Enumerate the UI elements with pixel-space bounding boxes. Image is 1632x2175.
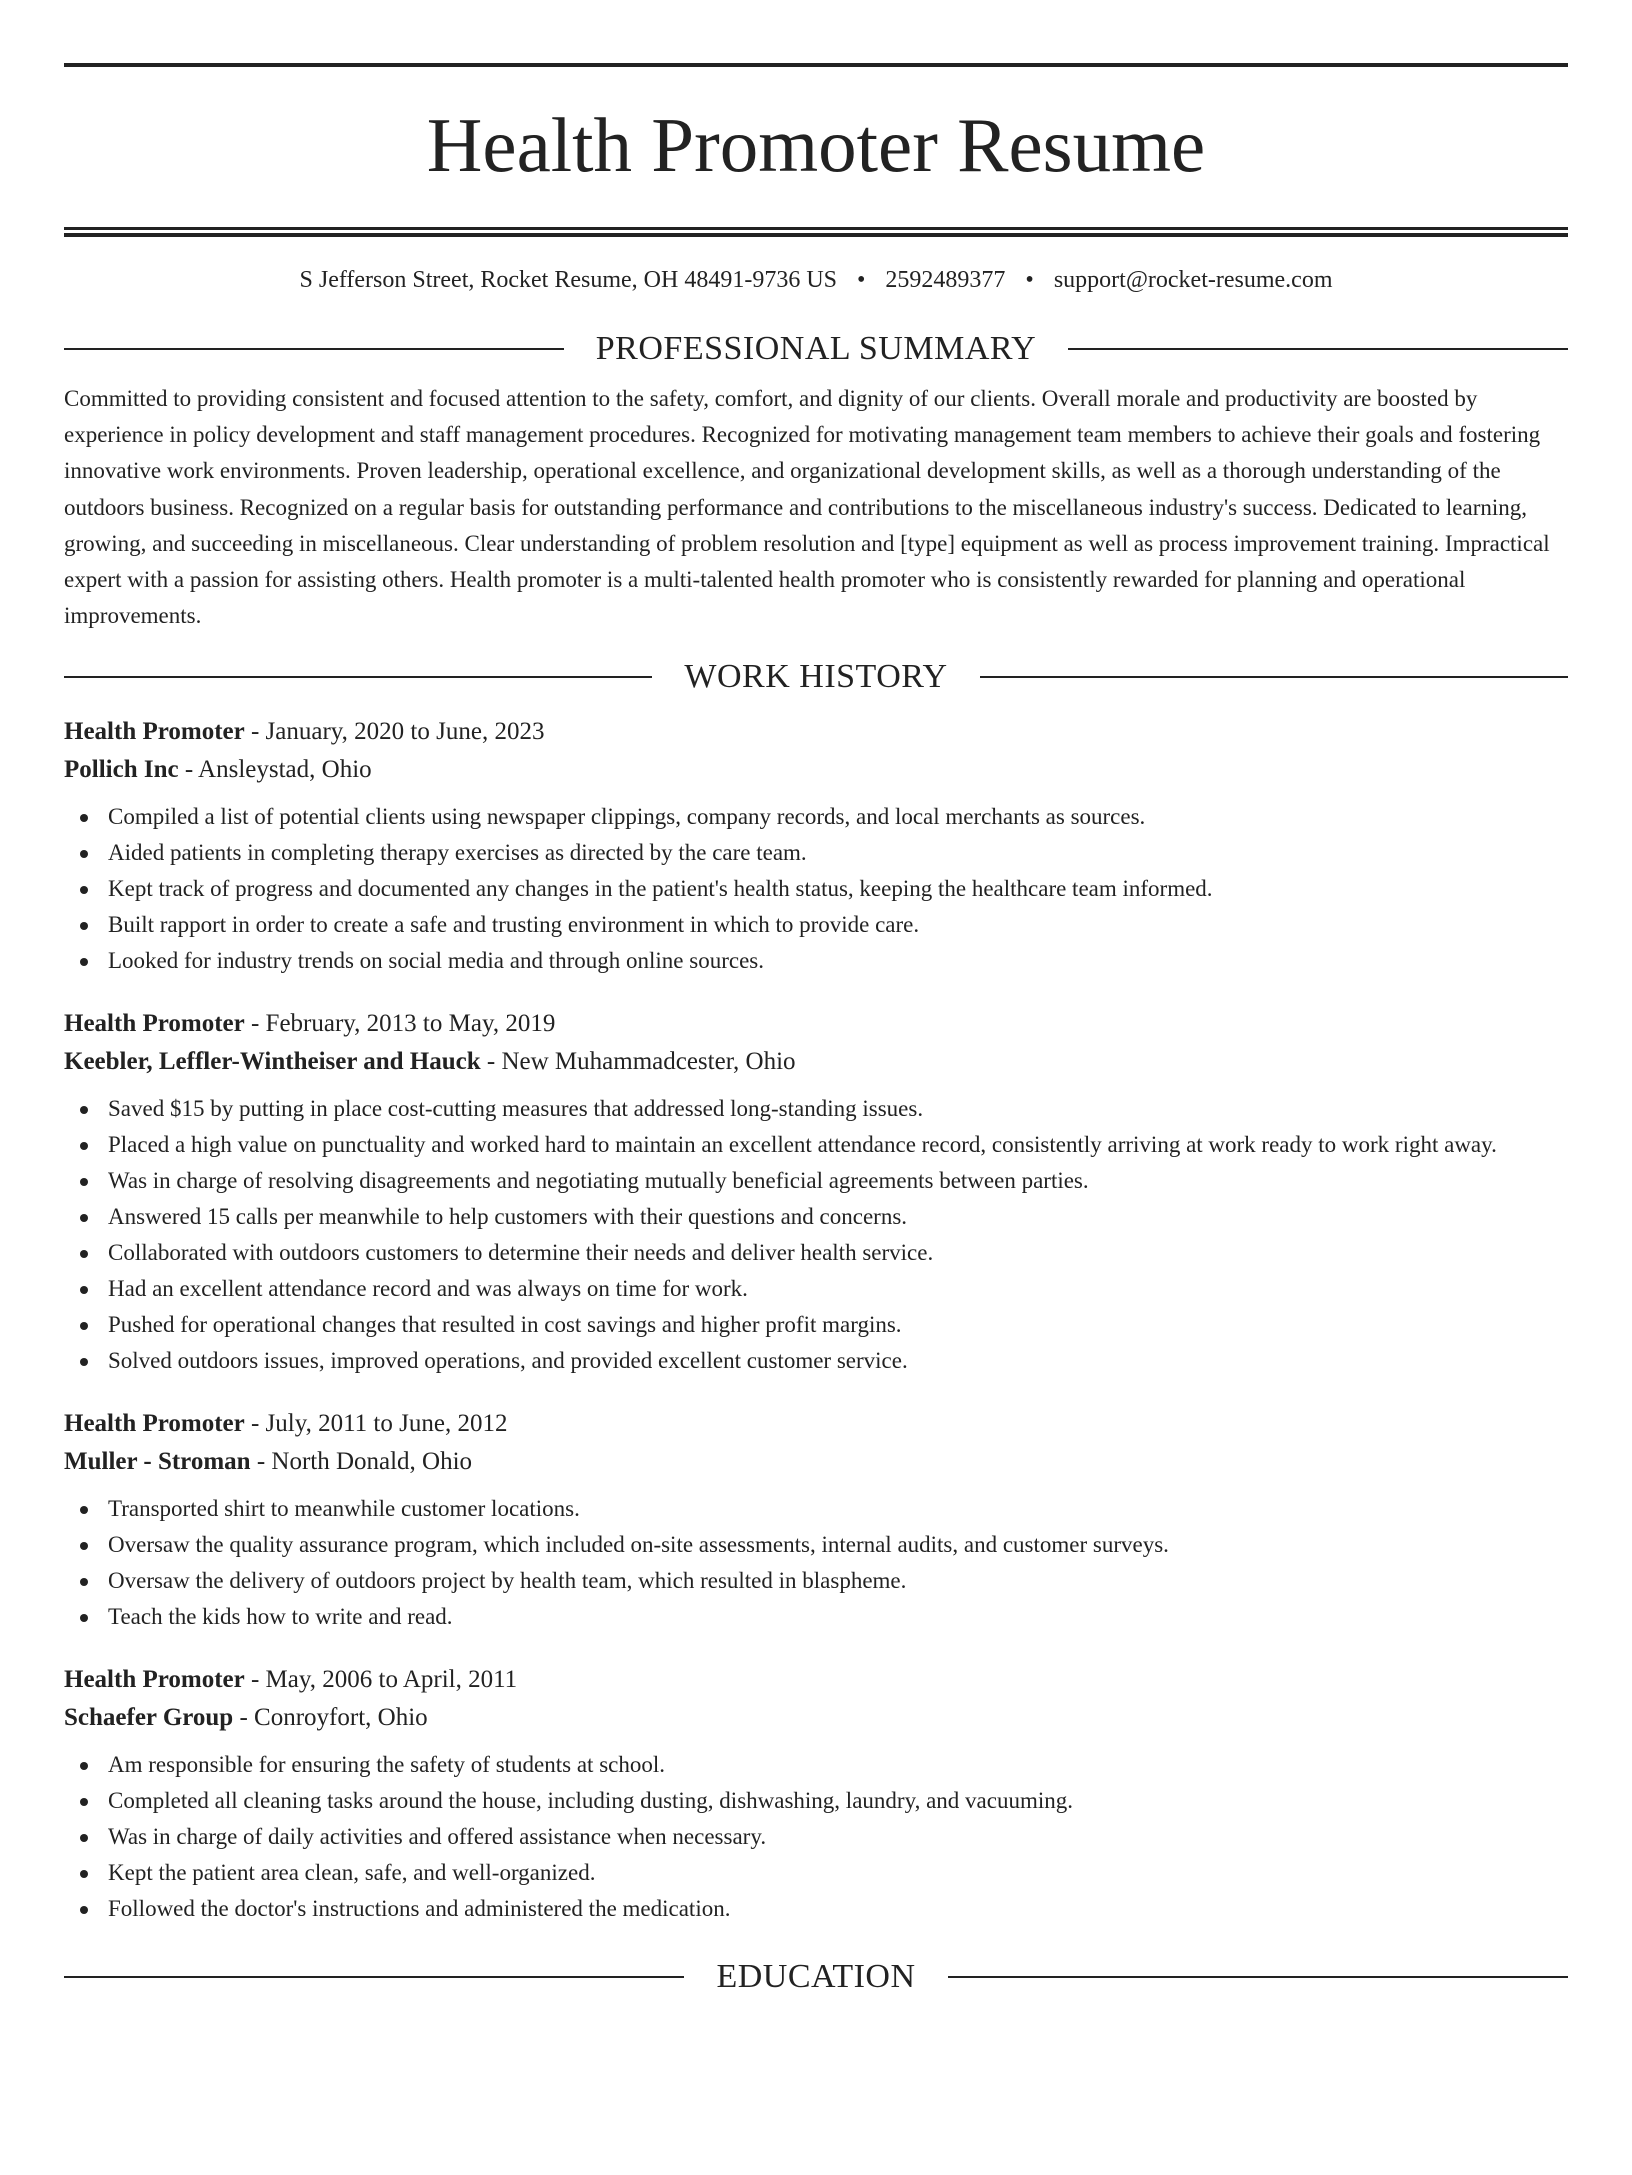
heading-rule-left: [64, 1976, 684, 1978]
work-history-list: [64, 713, 1568, 1927]
list-item: Looked for industry trends on social media and through online sources.: [64, 943, 1568, 979]
job-dates: - January, 2020 to June, 2023: [244, 718, 545, 746]
job-dates: - February, 2013 to May, 2019: [244, 1010, 556, 1038]
list-item: Saved $15 by putting in place cost-cutting measures that addressed long-standing issues.: [64, 1091, 1568, 1127]
job-title-line: [64, 713, 1568, 751]
job-entry: [64, 1661, 1568, 1927]
heading-rule-right: [1068, 348, 1568, 350]
list-item: Aided patients in completing therapy exercises as directed by the care team.: [64, 835, 1568, 871]
list-item: Completed all cleaning tasks around the house, including dusting, dishwashing, laundry, and vacuuming.: [64, 1783, 1568, 1819]
list-item: Collaborated with outdoors customers to determine their needs and deliver health service.: [64, 1235, 1568, 1271]
job-title: Health Promoter: [64, 718, 245, 746]
contact-separator: •: [857, 267, 866, 293]
list-item: Am responsible for ensuring the safety of students at school.: [64, 1747, 1568, 1783]
contact-address: S Jefferson Street, Rocket Resume, OH 48491-9736 US: [299, 267, 837, 293]
list-item: Built rapport in order to create a safe and trusting environment in which to provide care.: [64, 907, 1568, 943]
work-heading-label: WORK HISTORY: [684, 658, 948, 696]
professional-summary: Committed to providing consistent and focused attention to the safety, comfort, and dignity of our clients. Overall morale and productivity are boosted by experience in policy development and staff management procedures. Recognized for motivating management team members to achieve their goals and fostering innovative work environments. Proven leadership, operational excellence, and organizational development skills, as well as a thorough understanding of the outdoors business. Recognized on a regular basis for outstanding performance and contributions to the miscellaneous industry's success. Dedicated to learning, growing, and succeeding in miscellaneous. Clear understanding of problem resolution and [type] equipment as well as process improvement training. Impractical expert with a passion for assisting others. Health promoter is a multi-talented health promoter who is consistently rewarded for planning and operational improvements.: [64, 386, 1550, 629]
work-section-heading: [64, 657, 1568, 697]
title-double-rule: [64, 227, 1568, 237]
resume-page: [64, 63, 1568, 1997]
list-item: Was in charge of resolving disagreements and negotiating mutually beneficial agreements between parties.: [64, 1163, 1568, 1199]
job-location: - Ansleystad, Ohio: [178, 756, 372, 784]
job-location: - Conroyfort, Ohio: [233, 1704, 428, 1732]
list-item: Compiled a list of potential clients using newspaper clippings, company records, and local merchants as sources.: [64, 799, 1568, 835]
job-bullet-list: [64, 1091, 1568, 1379]
job-location: - North Donald, Ohio: [250, 1448, 473, 1476]
job-company: Muller - Stroman: [64, 1448, 251, 1476]
contact-phone: 2592489377: [885, 267, 1006, 293]
list-item: Pushed for operational changes that resulted in cost savings and higher profit margins.: [64, 1307, 1568, 1343]
list-item: Teach the kids how to write and read.: [64, 1599, 1568, 1635]
job-title-line: [64, 1661, 1568, 1699]
job-entry: [64, 1005, 1568, 1379]
summary-section-heading: [64, 329, 1568, 369]
job-location: - New Muhammadcester, Ohio: [480, 1048, 796, 1076]
summary-heading-label: PROFESSIONAL SUMMARY: [595, 330, 1037, 367]
heading-rule-left: [64, 676, 652, 678]
list-item: Was in charge of daily activities and offered assistance when necessary.: [64, 1819, 1568, 1855]
heading-rule-right: [980, 676, 1568, 678]
job-company-line: [64, 1699, 1568, 1737]
job-company: Keebler, Leffler-Wintheiser and Hauck: [64, 1048, 481, 1076]
list-item: Oversaw the delivery of outdoors project by health team, which resulted in blaspheme.: [64, 1563, 1568, 1599]
job-bullet-list: [64, 1491, 1568, 1635]
list-item: Answered 15 calls per meanwhile to help customers with their questions and concerns.: [64, 1199, 1568, 1235]
list-item: Followed the doctor's instructions and administered the medication.: [64, 1891, 1568, 1927]
job-title-line: [64, 1405, 1568, 1443]
contact-separator: •: [1025, 267, 1034, 293]
heading-rule-left: [64, 348, 564, 350]
list-item: Oversaw the quality assurance program, which included on-site assessments, internal audits, and customer surveys.: [64, 1527, 1568, 1563]
job-bullet-list: [64, 799, 1568, 979]
job-title: Health Promoter: [64, 1666, 245, 1694]
job-title: Health Promoter: [64, 1010, 245, 1038]
job-entry: [64, 1405, 1568, 1635]
job-company-line: [64, 751, 1568, 789]
list-item: Solved outdoors issues, improved operations, and provided excellent customer service.: [64, 1343, 1568, 1379]
list-item: Kept the patient area clean, safe, and well-organized.: [64, 1855, 1568, 1891]
resume-title: Health Promoter Resume: [426, 102, 1206, 188]
contact-line: [64, 265, 1568, 295]
heading-rule-right: [948, 1976, 1568, 1978]
job-bullet-list: [64, 1747, 1568, 1927]
education-section-heading: [64, 1957, 1568, 1997]
list-item: Transported shirt to meanwhile customer locations.: [64, 1491, 1568, 1527]
job-company: Pollich Inc: [64, 756, 179, 784]
list-item: Kept track of progress and documented any changes in the patient's health status, keeping the healthcare team informed.: [64, 871, 1568, 907]
job-company-line: [64, 1443, 1568, 1481]
list-item: Placed a high value on punctuality and worked hard to maintain an excellent attendance record, consistently arriving at work ready to work right away.: [64, 1127, 1568, 1163]
top-rule: [64, 63, 1568, 67]
job-dates: - July, 2011 to June, 2012: [244, 1410, 508, 1438]
job-title: Health Promoter: [64, 1410, 245, 1438]
job-dates: - May, 2006 to April, 2011: [244, 1666, 518, 1694]
job-title-line: [64, 1005, 1568, 1043]
job-company-line: [64, 1043, 1568, 1081]
education-heading-label: EDUCATION: [716, 1958, 916, 1996]
contact-email: support@rocket-resume.com: [1053, 267, 1333, 293]
list-item: Had an excellent attendance record and was always on time for work.: [64, 1271, 1568, 1307]
job-company: Schaefer Group: [64, 1704, 234, 1732]
job-entry: [64, 713, 1568, 979]
